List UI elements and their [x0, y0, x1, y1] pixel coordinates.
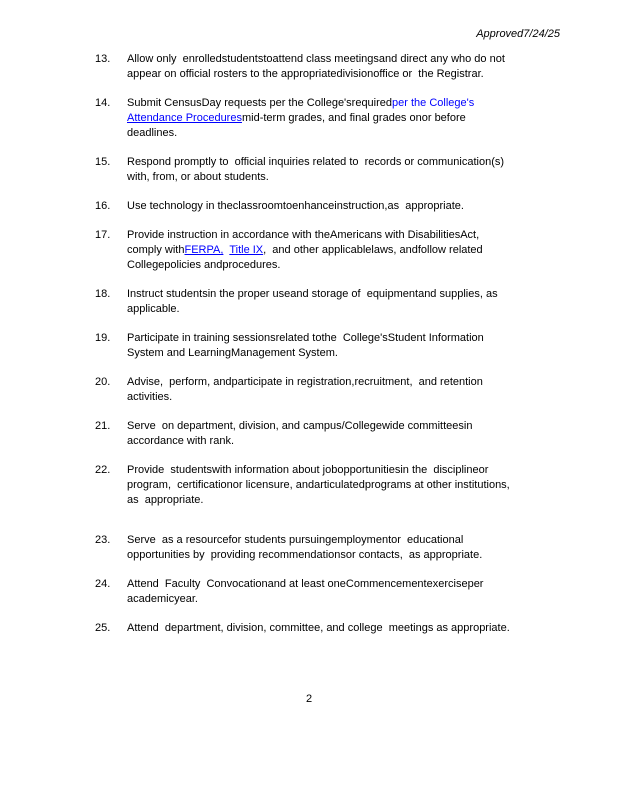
text-run: Use technology in theclassroomtoenhanceinstruction,as appropriate. [127, 200, 464, 212]
text-line [127, 478, 573, 493]
item-number: 23. [95, 534, 111, 546]
item-number: 17. [95, 229, 111, 241]
list-item [95, 419, 573, 449]
text-line [127, 419, 573, 434]
text-line [127, 96, 573, 111]
text-run: Participate in training sessionsrelated tothe College'sStudent Information [127, 332, 484, 344]
text-run: Submit CensusDay requests per the College'srequired [127, 97, 393, 109]
text-run: comply with [127, 244, 185, 256]
item-text [127, 419, 573, 449]
text-line [127, 287, 573, 302]
text-run: Serve as a resourcefor students pursuingemploymentor educational [127, 534, 464, 546]
text-run: applicable. [127, 303, 180, 315]
item-text [127, 577, 573, 607]
text-line [127, 621, 573, 636]
text-line [127, 463, 573, 478]
list-item [95, 463, 573, 508]
item-number: 25. [95, 622, 111, 634]
text-line [127, 548, 573, 563]
text-line [127, 258, 573, 273]
text-run: program, certificationor licensure, andarticulatedprograms at other institutions, [127, 479, 510, 491]
text-run: Collegepolicies andprocedures. [127, 259, 281, 271]
text-line [127, 375, 573, 390]
list-item [95, 577, 573, 607]
text-line [127, 390, 573, 405]
text-run: with, from, or about students. [127, 171, 269, 183]
item-text [127, 621, 573, 636]
text-run: Respond promptly to official inquiries related to records or communication(s) [127, 156, 505, 168]
list-item [95, 96, 573, 141]
page-number: 2 [305, 693, 313, 705]
text-line [127, 170, 573, 185]
text-line [127, 434, 573, 449]
text-line [127, 199, 573, 214]
list-item [95, 621, 573, 636]
item-number: 13. [95, 53, 111, 65]
item-text [127, 155, 573, 185]
text-run: Serve on department, division, and campus/Collegewide committeesin [127, 420, 473, 432]
item-number: 15. [95, 156, 111, 168]
item-number: 24. [95, 578, 111, 590]
list-item [95, 533, 573, 563]
text-run: academicyear. [127, 593, 198, 605]
item-number: 16. [95, 200, 111, 212]
text-line [127, 126, 573, 141]
text-run: Attend Faculty Convocationand at least oneCommencementexerciseper [127, 578, 484, 590]
list-item [95, 228, 573, 273]
item-text [127, 96, 573, 141]
numbered-list [95, 52, 573, 650]
text-run: appear on official rosters to the appropriatedivisionoffice or the Registrar. [127, 68, 484, 80]
list-item [95, 199, 573, 214]
text-line [127, 67, 573, 82]
text-line [127, 111, 573, 126]
text-run: deadlines. [127, 127, 178, 139]
text-run: Attend department, division, committee, and college meetings as appropriate. [127, 622, 510, 634]
college-attendance-link[interactable]: per the College's [392, 97, 475, 109]
item-text [127, 331, 573, 361]
item-text [127, 533, 573, 563]
text-run: activities. [127, 391, 173, 403]
approved-date-label: Approved7/24/25 [476, 28, 560, 40]
title-ix-link[interactable]: Title IX [229, 244, 264, 256]
text-run: Instruct studentsin the proper useand storage of equipmentand supplies, as [127, 288, 498, 300]
text-line [127, 302, 573, 317]
item-text [127, 287, 573, 317]
item-number: 22. [95, 464, 111, 476]
text-run: accordance with rank. [127, 435, 234, 447]
list-item [95, 375, 573, 405]
item-number: 20. [95, 376, 111, 388]
item-text [127, 228, 573, 273]
item-text [127, 52, 573, 82]
list-item [95, 155, 573, 185]
text-line [127, 346, 573, 361]
text-run: Advise, perform, andparticipate in registration,recruitment, and retention [127, 376, 483, 388]
item-text [127, 199, 573, 214]
list-item [95, 331, 573, 361]
text-line [127, 493, 573, 508]
attendance-procedures-link[interactable]: Attendance Procedures [127, 112, 242, 124]
item-number: 18. [95, 288, 111, 300]
ferpa-link[interactable]: FERPA, [184, 244, 224, 256]
text-line [127, 331, 573, 346]
list-item [95, 287, 573, 317]
text-run: Provide studentswith information about jobopportunitiesin the disciplineor [127, 464, 489, 476]
text-line [127, 52, 573, 67]
text-line [127, 228, 573, 243]
text-line [127, 243, 573, 258]
item-number: 19. [95, 332, 111, 344]
text-line [127, 155, 573, 170]
item-text [127, 463, 573, 508]
list-item [95, 52, 573, 82]
text-run: as appropriate. [127, 494, 204, 506]
text-run: , and other applicablelaws, andfollow related [263, 244, 483, 256]
item-number: 14. [95, 97, 111, 109]
text-run: Provide instruction in accordance with theAmericans with DisabilitiesAct, [127, 229, 480, 241]
text-line [127, 577, 573, 592]
text-line [127, 533, 573, 548]
item-text [127, 375, 573, 405]
text-run: System and LearningManagement System. [127, 347, 338, 359]
text-run: opportunities by providing recommendationsor contacts, as appropriate. [127, 549, 483, 561]
text-run: Allow only enrolledstudentstoattend class meetingsand direct any who do not [127, 53, 505, 65]
text-run: mid-term grades, and final grades onor before [241, 112, 466, 124]
text-line [127, 592, 573, 607]
item-number: 21. [95, 420, 111, 432]
